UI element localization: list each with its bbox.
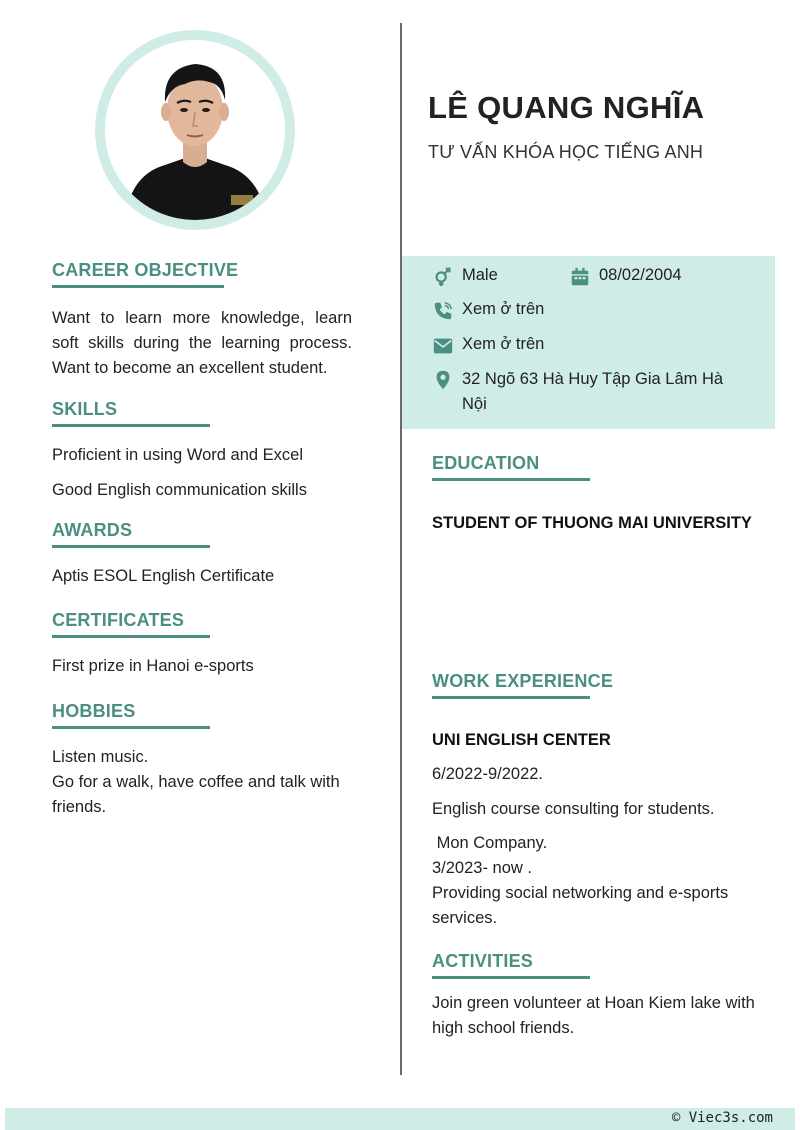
skill-item: Good English communication skills bbox=[52, 481, 307, 499]
activities-section bbox=[432, 950, 762, 1041]
footer-watermark: © Viec3s.com bbox=[671, 1110, 773, 1126]
activities-text: Join green volunteer at Hoan Kiem lake with high school friends. bbox=[432, 994, 755, 1037]
work-description: English course consulting for students. bbox=[432, 800, 715, 818]
skills-title: SKILLS bbox=[52, 399, 118, 419]
calendar-icon bbox=[569, 266, 591, 288]
hobby-line: Listen music. bbox=[52, 748, 149, 766]
skills-section bbox=[52, 398, 352, 503]
awards-section bbox=[52, 519, 352, 589]
career-objective-text: Want to learn more knowledge, learn soft skills during the learning process. Want to become an excellent student. bbox=[52, 309, 352, 377]
email-icon bbox=[432, 335, 454, 357]
section-underline bbox=[52, 285, 224, 288]
career-objective-title: CAREER OBJECTIVE bbox=[52, 260, 239, 280]
awards-title: AWARDS bbox=[52, 520, 133, 540]
section-underline bbox=[432, 478, 590, 481]
work-company: UNI ENGLISH CENTER bbox=[432, 731, 611, 749]
work-experience-section bbox=[432, 670, 762, 931]
birthdate-value: 08/02/2004 bbox=[599, 266, 682, 284]
section-underline bbox=[52, 635, 210, 638]
section-underline bbox=[52, 424, 210, 427]
phone-row bbox=[432, 300, 544, 322]
work-extra-line: Providing social networking and e-sports services. bbox=[432, 884, 729, 927]
section-underline bbox=[432, 976, 590, 979]
section-underline bbox=[52, 726, 210, 729]
birthdate-row bbox=[569, 266, 682, 288]
candidate-name: LÊ QUANG NGHĨA bbox=[428, 90, 705, 125]
work-extra-line: 3/2023- now . bbox=[432, 859, 532, 877]
address-row bbox=[432, 369, 737, 417]
contact-box bbox=[402, 256, 775, 429]
certificates-title: CERTIFICATES bbox=[52, 610, 185, 630]
avatar-photo-icon bbox=[105, 40, 285, 220]
avatar bbox=[95, 30, 295, 230]
phone-icon bbox=[432, 300, 454, 322]
work-period: 6/2022-9/2022. bbox=[432, 765, 544, 783]
location-pin-icon bbox=[432, 369, 454, 391]
certificates-section bbox=[52, 609, 352, 679]
hobbies-section bbox=[52, 700, 352, 820]
gender-row bbox=[432, 266, 498, 288]
email-value: Xem ở trên bbox=[462, 335, 545, 353]
hobbies-title: HOBBIES bbox=[52, 701, 136, 721]
hobby-line: Go for a walk, have coffee and talk with friends. bbox=[52, 773, 340, 816]
career-objective-section bbox=[52, 259, 352, 381]
candidate-title: TƯ VẤN KHÓA HỌC TIẾNG ANH bbox=[428, 142, 704, 162]
skill-item: Proficient in using Word and Excel bbox=[52, 446, 303, 464]
section-underline bbox=[432, 696, 590, 699]
email-row bbox=[432, 335, 544, 357]
gender-icon bbox=[432, 266, 454, 288]
footer-bar bbox=[5, 1108, 795, 1130]
certificate-item: First prize in Hanoi e-sports bbox=[52, 657, 254, 675]
phone-value: Xem ở trên bbox=[462, 300, 545, 318]
education-section bbox=[432, 452, 762, 533]
activities-title: ACTIVITIES bbox=[432, 951, 534, 971]
work-extra-line: Mon Company. bbox=[432, 834, 548, 852]
section-underline bbox=[52, 545, 210, 548]
education-school: STUDENT OF THUONG MAI UNIVERSITY bbox=[432, 514, 752, 532]
education-title: EDUCATION bbox=[432, 453, 540, 473]
column-divider bbox=[400, 23, 402, 1075]
address-value: 32 Ngõ 63 Hà Huy Tập Gia Lâm Hà Nội bbox=[462, 370, 724, 413]
award-item: Aptis ESOL English Certificate bbox=[52, 567, 275, 585]
gender-value: Male bbox=[462, 266, 498, 284]
work-experience-title: WORK EXPERIENCE bbox=[432, 671, 614, 691]
